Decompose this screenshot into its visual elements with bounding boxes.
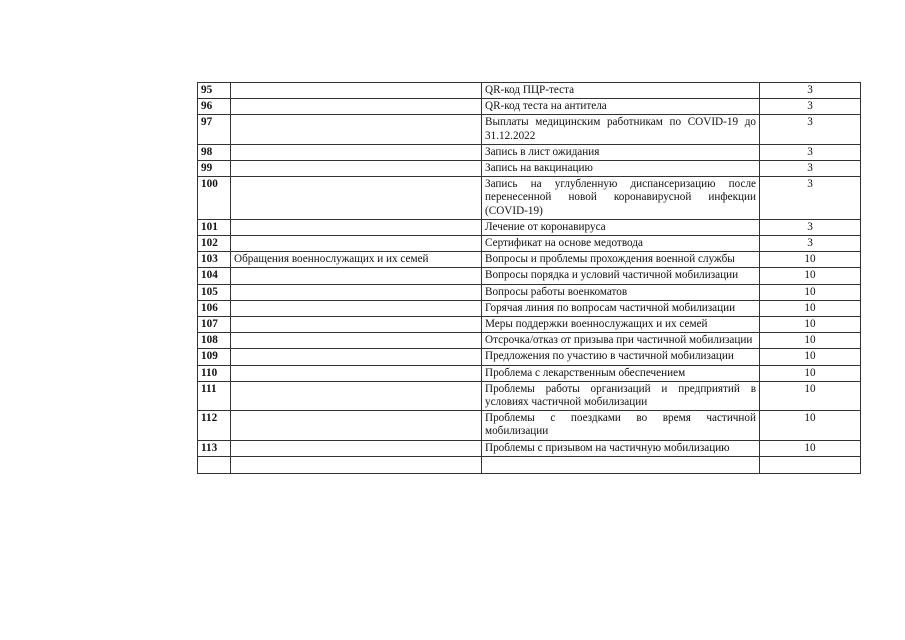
value-cell: 10 [760,317,861,333]
table-row [198,219,861,235]
category-cell: Обращения военнослужащих и их семей [231,252,482,268]
category-cell [231,349,482,365]
topic-cell: Вопросы и проблемы прохождения военной службы [482,252,760,268]
row-number: 108 [198,333,231,349]
value-cell: 3 [760,177,861,220]
topic-cell: Запись на углубленную диспансеризацию после перенесенной новой коронавирусной инфекции (COVID-19) [482,177,760,220]
category-cell [231,411,482,440]
empty-cell [760,456,861,473]
table-row [198,381,861,410]
table-row [198,144,861,160]
topic-cell: QR-код ПЦР-теста [482,83,760,99]
table-row [198,83,861,99]
row-number: 105 [198,284,231,300]
topic-cell: Сертификат на основе медотвода [482,236,760,252]
row-number: 110 [198,365,231,381]
row-number: 99 [198,161,231,177]
table-row [198,236,861,252]
value-cell: 3 [760,115,861,144]
empty-cell [198,456,231,473]
category-cell [231,161,482,177]
category-cell [231,284,482,300]
category-cell [231,300,482,316]
category-cell [231,144,482,160]
row-number: 111 [198,381,231,410]
value-cell: 10 [760,381,861,410]
value-cell: 10 [760,252,861,268]
value-cell: 10 [760,284,861,300]
table-row-spacer [198,456,861,473]
topic-cell: Запись на вакцинацию [482,161,760,177]
value-cell: 10 [760,349,861,365]
category-cell [231,219,482,235]
row-number: 104 [198,268,231,284]
row-number: 103 [198,252,231,268]
row-number: 102 [198,236,231,252]
value-cell: 3 [760,236,861,252]
category-cell [231,268,482,284]
topic-cell: Выплаты медицинским работникам по COVID-19 до 31.12.2022 [482,115,760,144]
topic-cell: Проблемы работы организаций и предприятий в условиях частичной мобилизации [482,381,760,410]
category-cell [231,99,482,115]
table-row [198,349,861,365]
row-number: 109 [198,349,231,365]
category-cell [231,177,482,220]
category-cell [231,115,482,144]
category-cell [231,333,482,349]
value-cell: 10 [760,365,861,381]
topic-cell: Проблемы с призывом на частичную мобилизацию [482,440,760,456]
table-row [198,177,861,220]
topic-cell: QR-код теста на антитела [482,99,760,115]
row-number: 100 [198,177,231,220]
table-row [198,411,861,440]
row-number: 106 [198,300,231,316]
row-number: 97 [198,115,231,144]
table-row [198,284,861,300]
value-cell: 3 [760,83,861,99]
category-cell [231,440,482,456]
table-row [198,300,861,316]
topic-cell: Горячая линия по вопросам частичной мобилизации [482,300,760,316]
row-number: 107 [198,317,231,333]
appeals-table [197,82,861,474]
topic-cell: Отсрочка/отказ от призыва при частичной мобилизации [482,333,760,349]
value-cell: 3 [760,161,861,177]
empty-cell [482,456,760,473]
row-number: 101 [198,219,231,235]
table-row [198,365,861,381]
topic-cell: Вопросы работы военкоматов [482,284,760,300]
table-row [198,161,861,177]
table-row [198,317,861,333]
value-cell: 10 [760,300,861,316]
row-number: 95 [198,83,231,99]
value-cell: 10 [760,440,861,456]
value-cell: 3 [760,99,861,115]
topic-cell: Предложения по участию в частичной мобилизации [482,349,760,365]
row-number: 96 [198,99,231,115]
category-cell [231,236,482,252]
value-cell: 3 [760,219,861,235]
topic-cell: Проблемы с поездками во время частичной мобилизации [482,411,760,440]
topic-cell: Вопросы порядка и условий частичной мобилизации [482,268,760,284]
topic-cell: Лечение от коронавируса [482,219,760,235]
category-cell [231,365,482,381]
appeals-table-body [198,83,861,474]
row-number: 112 [198,411,231,440]
topic-cell: Меры поддержки военнослужащих и их семей [482,317,760,333]
table-row [198,252,861,268]
value-cell: 10 [760,268,861,284]
category-cell [231,317,482,333]
table-row [198,440,861,456]
category-cell [231,83,482,99]
topic-cell: Запись в лист ожидания [482,144,760,160]
table-row [198,268,861,284]
value-cell: 10 [760,411,861,440]
row-number: 98 [198,144,231,160]
table-row [198,115,861,144]
topic-cell: Проблема с лекарственным обеспечением [482,365,760,381]
table-row [198,99,861,115]
category-cell [231,381,482,410]
table-row [198,333,861,349]
value-cell: 3 [760,144,861,160]
empty-cell [231,456,482,473]
row-number: 113 [198,440,231,456]
value-cell: 10 [760,333,861,349]
